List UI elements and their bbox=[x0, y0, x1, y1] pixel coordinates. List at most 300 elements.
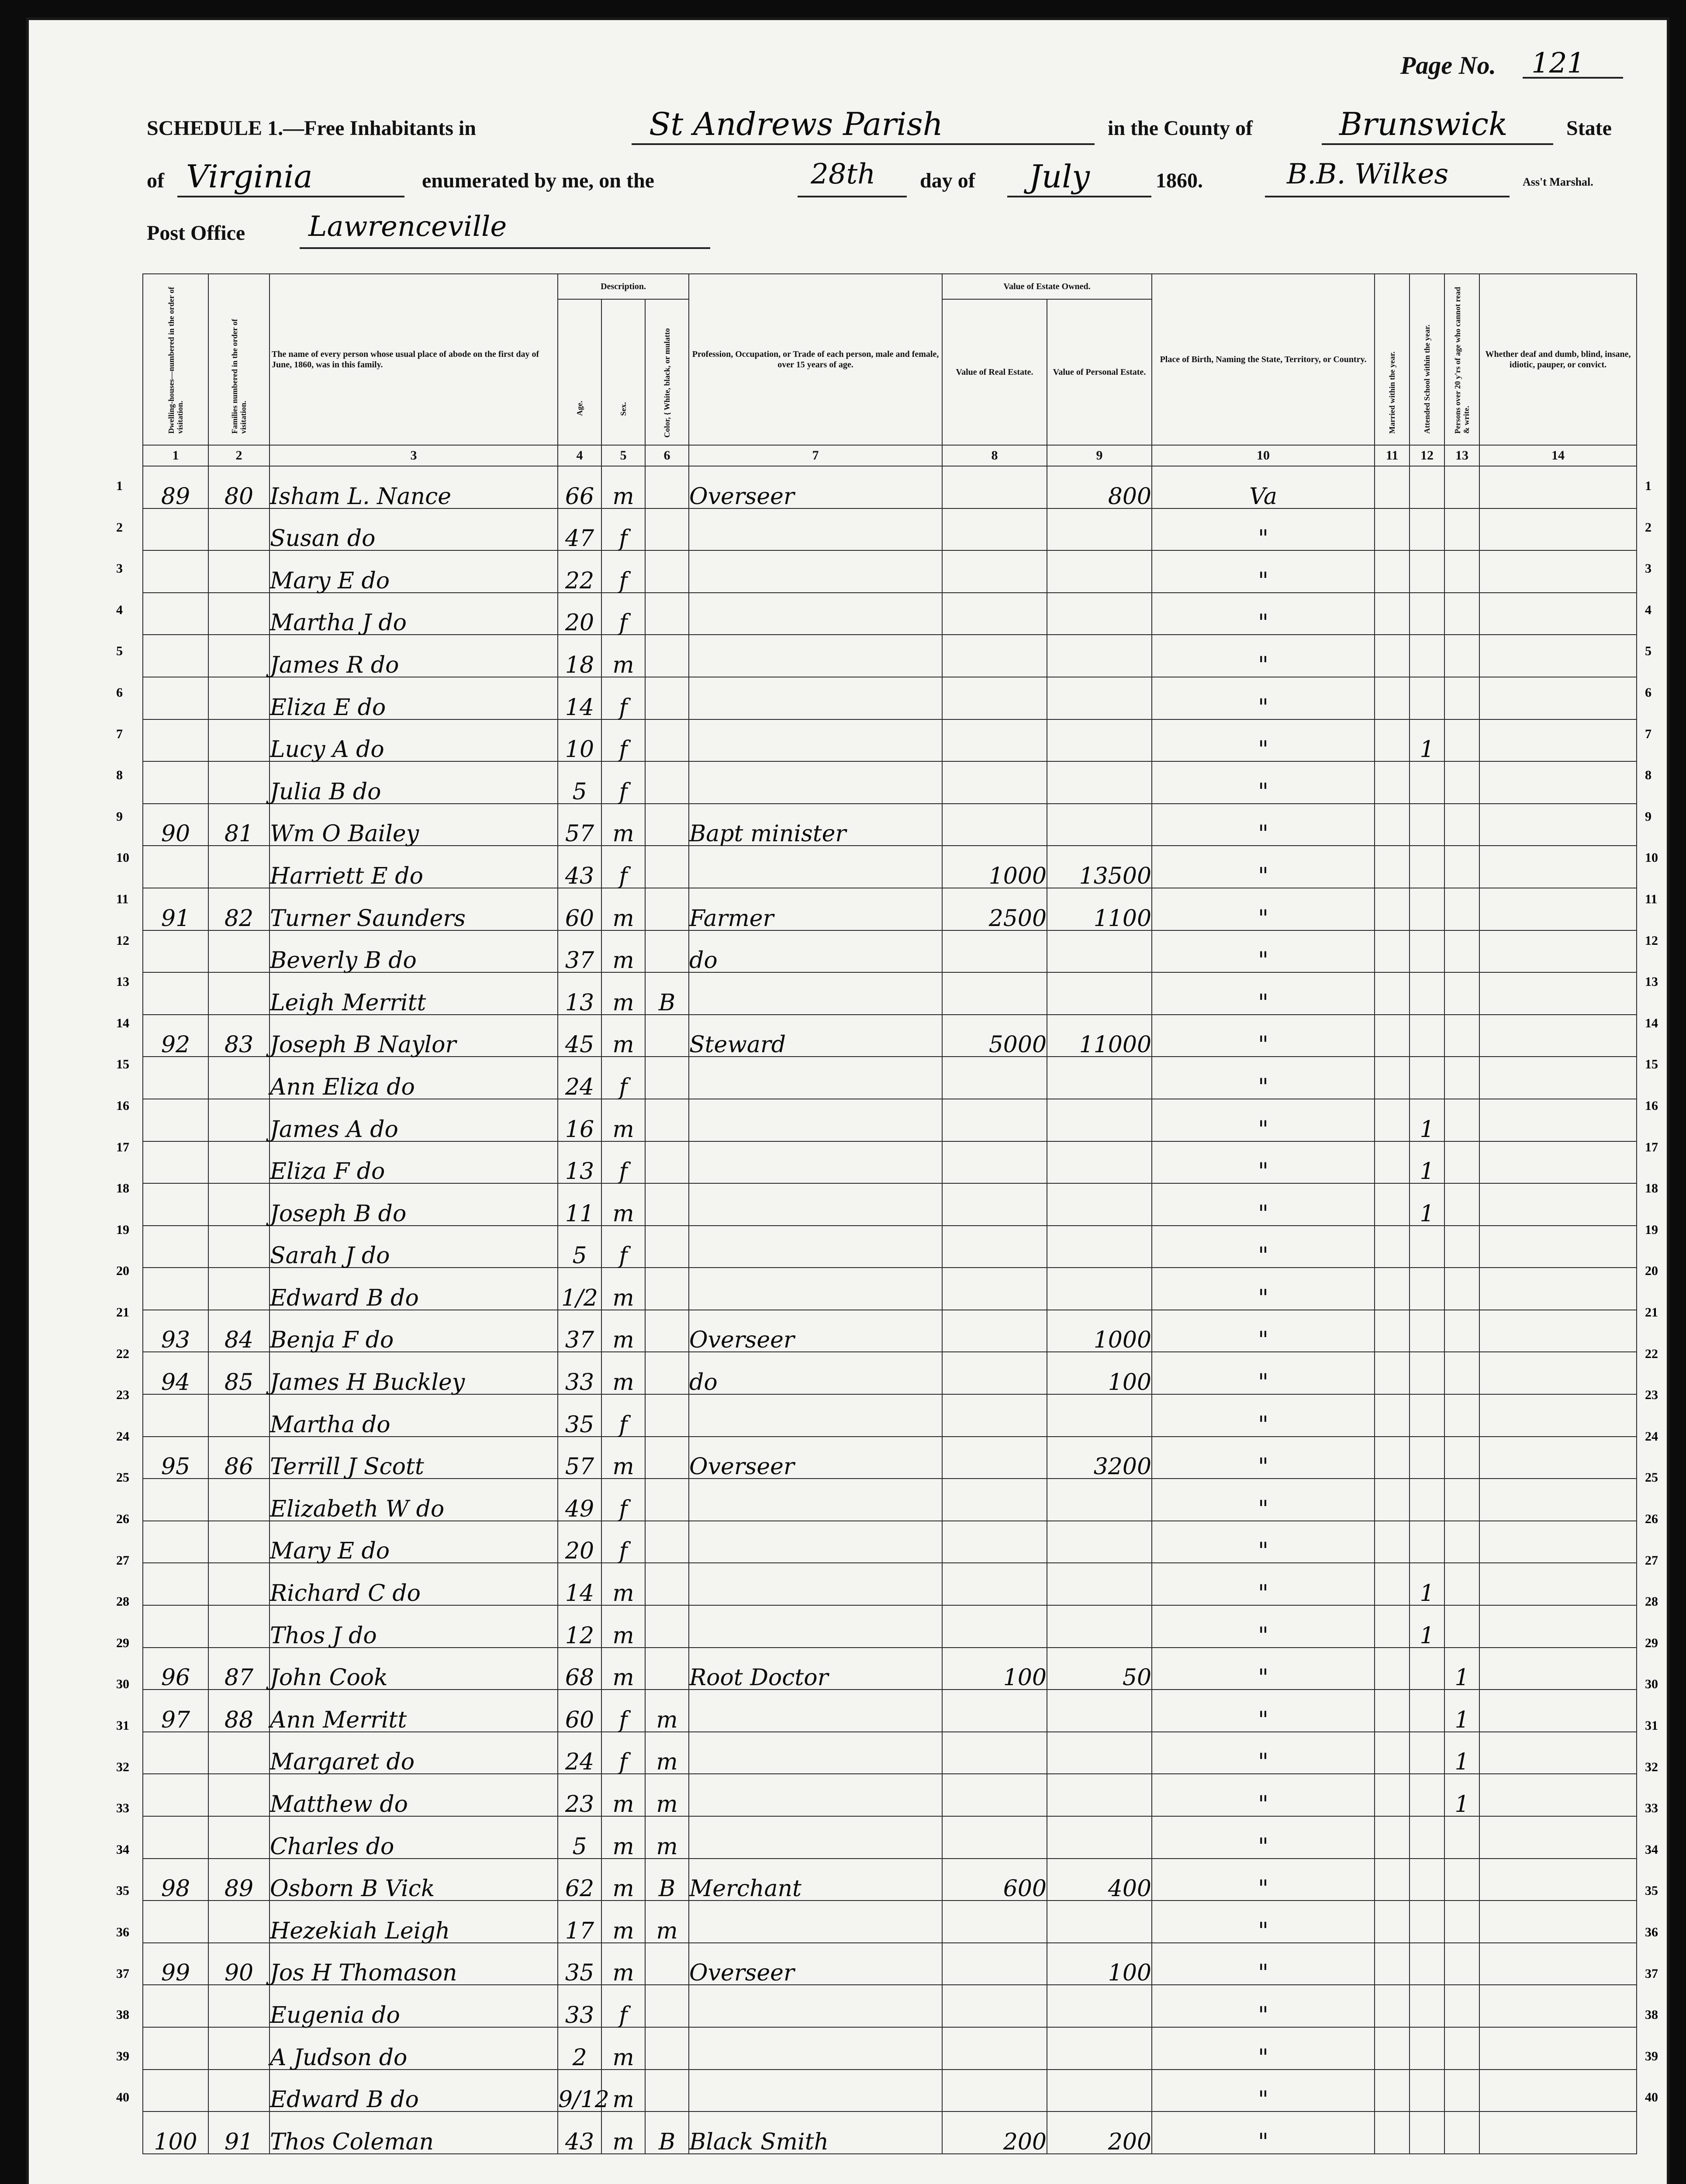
real-estate-cell: 2500 bbox=[942, 888, 1047, 930]
deaf-cell bbox=[1479, 1226, 1637, 1268]
person-name: John Cook bbox=[269, 1648, 558, 1690]
person-name: Harriett E do bbox=[269, 846, 558, 888]
person-name: Lucy A do bbox=[269, 719, 558, 762]
birthplace-cell: " bbox=[1152, 508, 1375, 551]
person-name: Thos Coleman bbox=[269, 2111, 558, 2154]
line-number: 28 bbox=[1645, 1594, 1658, 1609]
real-estate-cell bbox=[942, 1943, 1047, 1985]
birthplace-cell: " bbox=[1152, 1352, 1375, 1394]
birthplace-cell: " bbox=[1152, 1690, 1375, 1732]
person-name: James H Buckley bbox=[269, 1352, 558, 1394]
table-row bbox=[143, 677, 1637, 719]
sex-cell: m bbox=[601, 1816, 645, 1859]
header-personal-estate: Value of Personal Estate. bbox=[1053, 367, 1146, 377]
birthplace-cell: " bbox=[1152, 1774, 1375, 1816]
deaf-cell bbox=[1479, 1352, 1637, 1394]
sex-cell: f bbox=[601, 1732, 645, 1774]
person-name: Joseph B do bbox=[269, 1183, 558, 1226]
color-cell bbox=[645, 930, 689, 973]
table-row bbox=[143, 1943, 1637, 1985]
real-estate-cell bbox=[942, 2070, 1047, 2112]
married-cell bbox=[1375, 1479, 1410, 1521]
occupation-cell bbox=[689, 2070, 942, 2112]
age-cell: 23 bbox=[558, 1774, 601, 1816]
deaf-cell bbox=[1479, 1268, 1637, 1310]
married-cell bbox=[1375, 508, 1410, 551]
table-row bbox=[143, 550, 1637, 593]
line-number: 35 bbox=[1645, 1883, 1658, 1898]
dwelling-number bbox=[143, 1605, 208, 1648]
color-cell bbox=[645, 2070, 689, 2112]
family-number bbox=[208, 1394, 269, 1437]
family-number bbox=[208, 508, 269, 551]
age-cell: 49 bbox=[558, 1479, 601, 1521]
state-label: State bbox=[1566, 117, 1612, 140]
line-number: 33 bbox=[116, 1801, 129, 1816]
person-name: Wm O Bailey bbox=[269, 804, 558, 846]
line-number: 31 bbox=[116, 1718, 129, 1733]
deaf-cell bbox=[1479, 1563, 1637, 1605]
occupation-cell bbox=[689, 1141, 942, 1184]
real-estate-cell bbox=[942, 1183, 1047, 1226]
personal-estate-cell bbox=[1047, 1563, 1152, 1605]
married-cell bbox=[1375, 1141, 1410, 1184]
married-cell bbox=[1375, 1310, 1410, 1352]
sex-cell: m bbox=[601, 888, 645, 930]
enumerated-label: enumerated by me, on the bbox=[422, 169, 654, 192]
real-estate-cell bbox=[942, 1310, 1047, 1352]
dwelling-number bbox=[143, 1479, 208, 1521]
occupation-cell bbox=[689, 761, 942, 804]
birthplace-cell: " bbox=[1152, 1732, 1375, 1774]
dwelling-number bbox=[143, 635, 208, 677]
real-estate-cell bbox=[942, 1226, 1047, 1268]
enumeration-year: 1860. bbox=[1156, 169, 1203, 192]
married-cell bbox=[1375, 550, 1410, 593]
sex-cell: m bbox=[601, 930, 645, 973]
sex-cell: m bbox=[601, 804, 645, 846]
illiterate-cell bbox=[1444, 677, 1479, 719]
personal-estate-cell bbox=[1047, 2070, 1152, 2112]
real-estate-cell bbox=[942, 1901, 1047, 1943]
family-number: 90 bbox=[208, 1943, 269, 1985]
birthplace-cell: " bbox=[1152, 1057, 1375, 1099]
birthplace-cell: " bbox=[1152, 846, 1375, 888]
illiterate-cell bbox=[1444, 1985, 1479, 2027]
header-color: Color, { White, black, or mulatto bbox=[663, 328, 672, 438]
personal-estate-cell: 1100 bbox=[1047, 888, 1152, 930]
personal-estate-cell: 3200 bbox=[1047, 1437, 1152, 1479]
school-cell: 1 bbox=[1410, 1605, 1444, 1648]
table-row bbox=[143, 1099, 1637, 1141]
deaf-cell bbox=[1479, 846, 1637, 888]
illiterate-cell bbox=[1444, 888, 1479, 930]
dwelling-number bbox=[143, 550, 208, 593]
birthplace-cell: " bbox=[1152, 550, 1375, 593]
dwelling-number bbox=[143, 1268, 208, 1310]
school-cell bbox=[1410, 1732, 1444, 1774]
line-number: 7 bbox=[1645, 726, 1651, 741]
dwelling-number bbox=[143, 1816, 208, 1859]
personal-estate-cell bbox=[1047, 1985, 1152, 2027]
line-number: 6 bbox=[116, 685, 123, 700]
color-cell: m bbox=[645, 1774, 689, 1816]
family-number: 89 bbox=[208, 1859, 269, 1901]
sex-cell: f bbox=[601, 1521, 645, 1563]
school-cell: 1 bbox=[1410, 1099, 1444, 1141]
line-number: 9 bbox=[1645, 809, 1651, 824]
color-cell bbox=[645, 635, 689, 677]
age-cell: 24 bbox=[558, 1732, 601, 1774]
school-cell bbox=[1410, 1352, 1444, 1394]
illiterate-cell bbox=[1444, 761, 1479, 804]
illiterate-cell bbox=[1444, 1057, 1479, 1099]
line-number: 2 bbox=[1645, 520, 1651, 535]
page-number: 121 bbox=[1531, 47, 1585, 79]
person-name: Osborn B Vick bbox=[269, 1859, 558, 1901]
table-row bbox=[143, 593, 1637, 635]
real-estate-cell bbox=[942, 1732, 1047, 1774]
age-cell: 33 bbox=[558, 1985, 601, 2027]
married-cell bbox=[1375, 1901, 1410, 1943]
occupation-cell bbox=[689, 2027, 942, 2070]
school-cell bbox=[1410, 846, 1444, 888]
occupation-cell bbox=[689, 1901, 942, 1943]
person-name: Martha J do bbox=[269, 593, 558, 635]
dwelling-number: 89 bbox=[143, 466, 208, 508]
real-estate-cell bbox=[942, 1985, 1047, 2027]
real-estate-cell bbox=[942, 1394, 1047, 1437]
person-name: Charles do bbox=[269, 1816, 558, 1859]
illiterate-cell bbox=[1444, 1268, 1479, 1310]
color-cell bbox=[645, 846, 689, 888]
personal-estate-cell: 50 bbox=[1047, 1648, 1152, 1690]
age-cell: 33 bbox=[558, 1352, 601, 1394]
line-number: 33 bbox=[1645, 1801, 1658, 1816]
line-number: 7 bbox=[116, 726, 123, 741]
column-number: 3 bbox=[269, 445, 558, 466]
of-label: of bbox=[147, 169, 164, 192]
occupation-cell: Overseer bbox=[689, 1310, 942, 1352]
color-cell: m bbox=[645, 1690, 689, 1732]
header-deaf: Whether deaf and dumb, blind, insane, idiotic, pauper, or convict. bbox=[1485, 349, 1631, 370]
sex-cell: m bbox=[601, 1310, 645, 1352]
age-cell: 13 bbox=[558, 972, 601, 1015]
header-occupation: Profession, Occupation, or Trade of each person, male and female, over 15 years of age. bbox=[692, 349, 939, 370]
header-family: Families numbered in the order of visitation. bbox=[230, 319, 248, 434]
occupation-cell: do bbox=[689, 1352, 942, 1394]
line-number: 15 bbox=[1645, 1057, 1658, 1072]
age-cell: 35 bbox=[558, 1943, 601, 1985]
school-cell bbox=[1410, 1690, 1444, 1732]
married-cell bbox=[1375, 1690, 1410, 1732]
age-cell: 43 bbox=[558, 846, 601, 888]
illiterate-cell bbox=[1444, 1859, 1479, 1901]
line-number: 37 bbox=[1645, 1966, 1658, 1981]
color-cell bbox=[645, 1352, 689, 1394]
married-cell bbox=[1375, 1774, 1410, 1816]
illiterate-cell: 1 bbox=[1444, 1648, 1479, 1690]
age-cell: 14 bbox=[558, 1563, 601, 1605]
color-cell: B bbox=[645, 2111, 689, 2154]
birthplace-cell: " bbox=[1152, 1310, 1375, 1352]
line-number: 5 bbox=[116, 644, 123, 659]
column-number: 7 bbox=[689, 445, 942, 466]
line-number: 5 bbox=[1645, 644, 1651, 659]
illiterate-cell bbox=[1444, 846, 1479, 888]
personal-estate-cell bbox=[1047, 1057, 1152, 1099]
sex-cell: m bbox=[601, 2070, 645, 2112]
school-cell bbox=[1410, 1816, 1444, 1859]
sex-cell: m bbox=[601, 1648, 645, 1690]
deaf-cell bbox=[1479, 1183, 1637, 1226]
line-number: 17 bbox=[116, 1140, 129, 1154]
census-table bbox=[142, 273, 1637, 2154]
family-number bbox=[208, 972, 269, 1015]
family-number bbox=[208, 1099, 269, 1141]
person-name: Thos J do bbox=[269, 1605, 558, 1648]
family-number: 84 bbox=[208, 1310, 269, 1352]
personal-estate-cell bbox=[1047, 1183, 1152, 1226]
deaf-cell bbox=[1479, 635, 1637, 677]
married-cell bbox=[1375, 1648, 1410, 1690]
personal-estate-cell bbox=[1047, 677, 1152, 719]
age-cell: 5 bbox=[558, 1226, 601, 1268]
deaf-cell bbox=[1479, 2070, 1637, 2112]
sex-cell: f bbox=[601, 1479, 645, 1521]
sex-cell: m bbox=[601, 1437, 645, 1479]
school-cell bbox=[1410, 1437, 1444, 1479]
person-name: Eliza E do bbox=[269, 677, 558, 719]
line-number: 32 bbox=[116, 1759, 129, 1774]
dwelling-number bbox=[143, 1394, 208, 1437]
school-cell bbox=[1410, 2027, 1444, 2070]
school-cell bbox=[1410, 1859, 1444, 1901]
table-row bbox=[143, 635, 1637, 677]
married-cell bbox=[1375, 2111, 1410, 2154]
color-cell: m bbox=[645, 1816, 689, 1859]
table-row bbox=[143, 1563, 1637, 1605]
color-cell bbox=[645, 804, 689, 846]
birthplace-cell: " bbox=[1152, 1268, 1375, 1310]
birthplace-cell: Va bbox=[1152, 466, 1375, 508]
sex-cell: m bbox=[601, 1859, 645, 1901]
personal-estate-cell bbox=[1047, 804, 1152, 846]
deaf-cell bbox=[1479, 508, 1637, 551]
real-estate-cell bbox=[942, 1563, 1047, 1605]
illiterate-cell bbox=[1444, 719, 1479, 762]
sex-cell: f bbox=[601, 550, 645, 593]
occupation-cell: Overseer bbox=[689, 1437, 942, 1479]
dwelling-number bbox=[143, 1774, 208, 1816]
personal-estate-cell bbox=[1047, 508, 1152, 551]
enumeration-month: July bbox=[1029, 158, 1090, 195]
school-cell bbox=[1410, 1310, 1444, 1352]
line-number: 1 bbox=[1645, 479, 1651, 493]
school-cell bbox=[1410, 466, 1444, 508]
person-name: James A do bbox=[269, 1099, 558, 1141]
dwelling-number: 99 bbox=[143, 1943, 208, 1985]
line-number: 8 bbox=[116, 768, 123, 783]
illiterate-cell bbox=[1444, 2111, 1479, 2154]
illiterate-cell bbox=[1444, 2070, 1479, 2112]
sex-cell: m bbox=[601, 1015, 645, 1057]
color-cell bbox=[645, 1985, 689, 2027]
married-cell bbox=[1375, 1605, 1410, 1648]
personal-estate-cell bbox=[1047, 2027, 1152, 2070]
age-cell: 18 bbox=[558, 635, 601, 677]
occupation-cell bbox=[689, 635, 942, 677]
married-cell bbox=[1375, 1268, 1410, 1310]
sex-cell: f bbox=[601, 1057, 645, 1099]
birthplace-cell: " bbox=[1152, 2070, 1375, 2112]
personal-estate-cell bbox=[1047, 1774, 1152, 1816]
school-cell: 1 bbox=[1410, 1563, 1444, 1605]
line-number: 23 bbox=[116, 1388, 129, 1403]
personal-estate-cell bbox=[1047, 1226, 1152, 1268]
column-number: 1 bbox=[143, 445, 208, 466]
real-estate-cell bbox=[942, 761, 1047, 804]
birthplace-cell: " bbox=[1152, 1521, 1375, 1563]
line-number: 8 bbox=[1645, 768, 1651, 783]
line-number: 26 bbox=[1645, 1512, 1658, 1526]
line-number: 25 bbox=[116, 1470, 129, 1485]
person-name: Ann Eliza do bbox=[269, 1057, 558, 1099]
table-row bbox=[143, 2111, 1637, 2154]
illiterate-cell bbox=[1444, 1901, 1479, 1943]
family-number bbox=[208, 2027, 269, 2070]
school-cell bbox=[1410, 2111, 1444, 2154]
married-cell bbox=[1375, 1816, 1410, 1859]
illiterate-cell bbox=[1444, 593, 1479, 635]
married-cell bbox=[1375, 1057, 1410, 1099]
deaf-cell bbox=[1479, 1648, 1637, 1690]
line-number: 36 bbox=[116, 1925, 129, 1939]
real-estate-cell bbox=[942, 550, 1047, 593]
dwelling-number bbox=[143, 508, 208, 551]
sex-cell: f bbox=[601, 1226, 645, 1268]
personal-estate-cell: 800 bbox=[1047, 466, 1152, 508]
occupation-cell: Farmer bbox=[689, 888, 942, 930]
illiterate-cell: 1 bbox=[1444, 1690, 1479, 1732]
deaf-cell bbox=[1479, 1985, 1637, 2027]
family-number bbox=[208, 719, 269, 762]
person-name: Hezekiah Leigh bbox=[269, 1901, 558, 1943]
person-name: Isham L. Nance bbox=[269, 466, 558, 508]
personal-estate-cell bbox=[1047, 1099, 1152, 1141]
school-cell: 1 bbox=[1410, 719, 1444, 762]
family-number bbox=[208, 1057, 269, 1099]
real-estate-cell: 600 bbox=[942, 1859, 1047, 1901]
color-cell bbox=[645, 1099, 689, 1141]
illiterate-cell bbox=[1444, 2027, 1479, 2070]
deaf-cell bbox=[1479, 1859, 1637, 1901]
illiterate-cell bbox=[1444, 804, 1479, 846]
dwelling-number bbox=[143, 719, 208, 762]
illiterate-cell bbox=[1444, 466, 1479, 508]
line-number: 14 bbox=[116, 1016, 129, 1030]
family-number bbox=[208, 1605, 269, 1648]
table-row bbox=[143, 1816, 1637, 1859]
occupation-cell bbox=[689, 1099, 942, 1141]
person-name: Ann Merritt bbox=[269, 1690, 558, 1732]
birthplace-cell: " bbox=[1152, 1563, 1375, 1605]
line-number: 30 bbox=[116, 1677, 129, 1692]
personal-estate-cell bbox=[1047, 593, 1152, 635]
personal-estate-cell bbox=[1047, 719, 1152, 762]
birthplace-cell: " bbox=[1152, 1816, 1375, 1859]
illiterate-cell bbox=[1444, 1816, 1479, 1859]
family-number bbox=[208, 1521, 269, 1563]
person-name: Susan do bbox=[269, 508, 558, 551]
married-cell bbox=[1375, 1943, 1410, 1985]
age-cell: 45 bbox=[558, 1015, 601, 1057]
deaf-cell bbox=[1479, 1099, 1637, 1141]
column-number: 10 bbox=[1152, 445, 1375, 466]
birthplace-cell: " bbox=[1152, 2111, 1375, 2154]
birthplace-cell: " bbox=[1152, 804, 1375, 846]
deaf-cell bbox=[1479, 888, 1637, 930]
married-cell bbox=[1375, 1521, 1410, 1563]
deaf-cell bbox=[1479, 1141, 1637, 1184]
line-number: 16 bbox=[1645, 1099, 1658, 1113]
family-number bbox=[208, 1774, 269, 1816]
occupation-cell bbox=[689, 972, 942, 1015]
dwelling-number bbox=[143, 1226, 208, 1268]
color-cell bbox=[645, 466, 689, 508]
family-number bbox=[208, 635, 269, 677]
occupation-cell bbox=[689, 1479, 942, 1521]
line-number: 39 bbox=[1645, 2049, 1658, 2063]
deaf-cell bbox=[1479, 761, 1637, 804]
married-cell bbox=[1375, 677, 1410, 719]
table-row bbox=[143, 1648, 1637, 1690]
family-number bbox=[208, 1268, 269, 1310]
sex-cell: m bbox=[601, 2111, 645, 2154]
color-cell: B bbox=[645, 1859, 689, 1901]
dwelling-number: 90 bbox=[143, 804, 208, 846]
table-row bbox=[143, 2027, 1637, 2070]
birthplace-cell: " bbox=[1152, 1859, 1375, 1901]
line-number: 1 bbox=[116, 479, 123, 493]
line-number: 4 bbox=[116, 602, 123, 617]
color-cell bbox=[645, 1015, 689, 1057]
line-number: 21 bbox=[1645, 1305, 1658, 1320]
color-cell bbox=[645, 888, 689, 930]
sex-cell: m bbox=[601, 2027, 645, 2070]
line-number: 13 bbox=[1645, 975, 1658, 989]
family-number bbox=[208, 2070, 269, 2112]
illiterate-cell bbox=[1444, 508, 1479, 551]
person-name: Sarah J do bbox=[269, 1226, 558, 1268]
person-name: Julia B do bbox=[269, 761, 558, 804]
school-cell bbox=[1410, 635, 1444, 677]
sex-cell: f bbox=[601, 1985, 645, 2027]
married-cell bbox=[1375, 593, 1410, 635]
age-cell: 43 bbox=[558, 2111, 601, 2154]
married-cell bbox=[1375, 846, 1410, 888]
age-cell: 66 bbox=[558, 466, 601, 508]
personal-estate-cell bbox=[1047, 930, 1152, 973]
line-number: 24 bbox=[1645, 1429, 1658, 1444]
line-number: 18 bbox=[116, 1181, 129, 1196]
dwelling-number bbox=[143, 1732, 208, 1774]
sex-cell: f bbox=[601, 677, 645, 719]
illiterate-cell bbox=[1444, 1563, 1479, 1605]
school-cell bbox=[1410, 508, 1444, 551]
real-estate-cell bbox=[942, 1057, 1047, 1099]
line-number: 36 bbox=[1645, 1925, 1658, 1939]
